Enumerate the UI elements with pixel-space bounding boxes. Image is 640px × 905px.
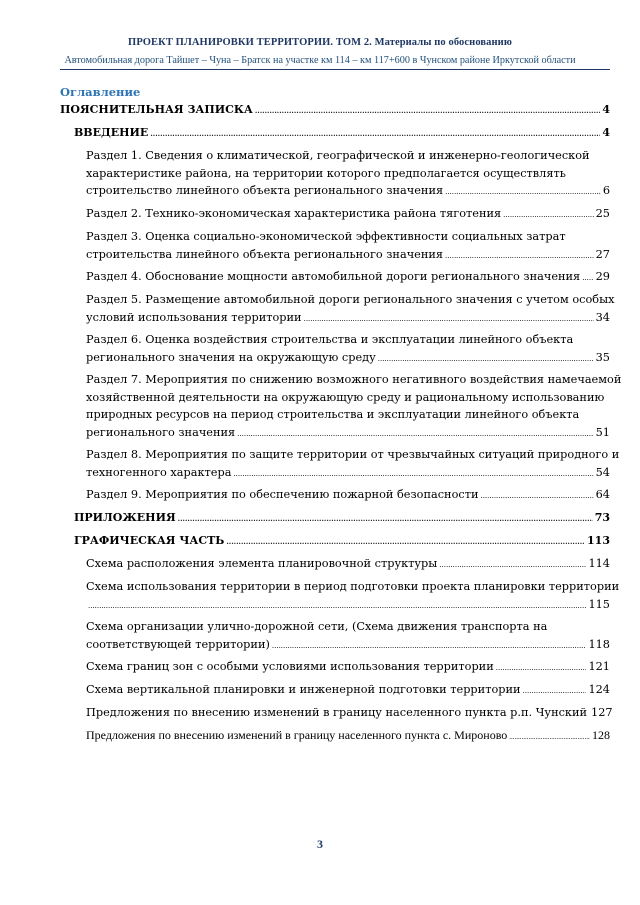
toc-entry-text: ПОЯСНИТЕЛЬНАЯ ЗАПИСКА <box>60 103 253 116</box>
toc-entry-text: хозяйственной деятельности на окружающую среду и рациональному использованию <box>86 390 605 404</box>
toc-leader-dots <box>503 207 593 225</box>
toc-leader-dots <box>445 248 594 266</box>
toc-leader-dots <box>304 311 594 329</box>
toc-page-number: 118 <box>588 637 610 651</box>
toc-entry[interactable] <box>86 704 613 722</box>
toc-leader-dots <box>272 638 587 656</box>
toc-page-number: 113 <box>587 534 610 547</box>
toc-page-number: 114 <box>588 557 610 570</box>
toc-entry[interactable] <box>86 446 620 481</box>
toc-entry[interactable] <box>74 532 610 550</box>
toc-leader-dots <box>255 102 600 120</box>
toc-entry-text: строительства линейного объекта регионального значения <box>86 247 444 261</box>
toc-entry[interactable] <box>60 101 610 119</box>
toc-entry[interactable] <box>86 228 610 263</box>
toc-page-number: 34 <box>595 310 610 324</box>
toc-leader-dots <box>233 466 593 484</box>
toc-entry[interactable] <box>86 555 610 573</box>
toc-entry-text: Схема организации улично-дорожной сети, (Схема движения транспорта на <box>86 620 548 633</box>
toc-leader-dots <box>88 598 586 616</box>
toc-leader-dots <box>378 351 594 369</box>
toc-entry[interactable] <box>86 371 622 441</box>
toc-page-number: 127 <box>591 706 613 719</box>
toc-entry-text: Раздел 7. Мероприятия по снижению возможного негативного воздействия намечаемой <box>86 373 622 386</box>
toc-leader-dots <box>226 533 585 551</box>
toc-page-number: 54 <box>595 465 610 479</box>
toc-entry[interactable] <box>86 578 620 613</box>
toc-entry-text: Раздел 8. Мероприятия по защите территории от чрезвычайных ситуаций природного и <box>86 448 620 461</box>
toc-entry[interactable] <box>86 205 610 223</box>
toc-page-number: 27 <box>595 247 610 261</box>
page-number: 3 <box>317 837 323 851</box>
toc-leader-dots <box>237 426 593 444</box>
toc-entry[interactable] <box>74 124 610 142</box>
toc-entry-text: Раздел 6. Оценка воздействия строительства и эксплуатации линейного объекта <box>86 333 574 346</box>
header-subtitle: Автомобильная дорога Тайшет – Чуна – Братск на участке км 114 – км 117+600 в Чунском районе Иркутской области <box>64 55 576 66</box>
toc-leader-dots <box>509 729 590 747</box>
toc-entry-text: ПРИЛОЖЕНИЯ <box>74 511 176 524</box>
toc-entry[interactable] <box>86 291 615 326</box>
toc-entry-text: Раздел 5. Размещение автомобильной дороги регионального значения с учетом особых <box>86 293 615 306</box>
toc-page-number: 124 <box>588 683 610 696</box>
toc-page-number: 115 <box>588 597 610 611</box>
toc-entry-text: Схема расположения элемента планировочной структуры <box>86 557 438 570</box>
toc-entry-text: характеристике района, на территории которого предполагается осуществлять <box>86 166 566 180</box>
toc-page-number: 64 <box>595 488 610 501</box>
toc-page-number: 73 <box>594 511 610 524</box>
toc-entry[interactable] <box>86 727 610 745</box>
toc-leader-dots <box>178 510 593 528</box>
toc-page-number: 25 <box>595 207 610 220</box>
toc-entry-text: соответствующей территории) <box>86 637 270 651</box>
toc-page-number: 35 <box>595 350 610 364</box>
toc-entry-text: ВВЕДЕНИЕ <box>74 126 149 139</box>
toc-entry-text: Схема границ зон с особыми условиями использования территории <box>86 660 494 673</box>
toc-entry-text: Схема вертикальной планировки и инженерной подготовки территории <box>86 683 521 696</box>
toc-entry-text: Раздел 4. Обоснование мощности автомобильной дороги регионального значения <box>86 270 581 283</box>
toc-page-number: 4 <box>602 103 610 116</box>
toc-entry-text: регионального значения на окружающую среду <box>86 350 376 364</box>
toc-entry[interactable] <box>86 658 610 676</box>
toc-entry[interactable] <box>86 681 610 699</box>
toc-entry-text: Раздел 1. Сведения о климатической, географической и инженерно-геологической <box>86 149 590 162</box>
toc-entry[interactable] <box>86 331 610 366</box>
toc-entry-text: Раздел 3. Оценка социально-экономической эффективности социальных затрат <box>86 230 566 243</box>
toc-entry-text: условий использования территории <box>86 310 302 324</box>
toc-entry-text: Предложения по внесению изменений в границу населенного пункта р.п. Чунский <box>86 706 588 719</box>
toc-entry-text: Раздел 9. Мероприятия по обеспечению пожарной безопасности <box>86 488 479 501</box>
toc-entry[interactable] <box>86 486 610 504</box>
toc-entry-text: ГРАФИЧЕСКАЯ ЧАСТЬ <box>74 534 225 547</box>
toc-leader-dots <box>582 270 593 288</box>
toc-page-number: 6 <box>602 184 610 197</box>
toc-page-number: 4 <box>602 126 610 139</box>
toc-entry[interactable] <box>74 509 610 527</box>
toc-leader-dots <box>445 184 601 202</box>
toc-leader-dots <box>150 125 600 143</box>
header-title: ПРОЕКТ ПЛАНИРОВКИ ТЕРРИТОРИИ. ТОМ 2. Материалы по обоснованию <box>128 37 512 48</box>
toc-entry-text: Раздел 2. Технико-экономическая характеристика района тяготения <box>86 207 502 220</box>
toc-leader-dots <box>480 488 593 506</box>
toc-entry-text: регионального значения <box>86 425 236 439</box>
toc-entry-text: Предложения по внесению изменений в границу населенного пункта с. Мироново <box>86 728 508 742</box>
toc-entry-text: природных ресурсов на период строительства и эксплуатации линейного объекта <box>86 408 580 421</box>
toc-entry[interactable] <box>86 147 610 200</box>
toc-heading: Оглавление <box>60 85 141 99</box>
toc-entry[interactable] <box>86 618 610 653</box>
toc-entry-text: строительство линейного объекта регионального значения <box>86 184 444 197</box>
toc-entry-text: техногенного характера <box>86 465 232 479</box>
toc-leader-dots <box>523 683 587 701</box>
toc-leader-dots <box>439 557 586 575</box>
toc-page-number: 121 <box>588 660 610 673</box>
toc-entry-text: Схема использования территории в период подготовки проекта планировки территории <box>86 580 620 593</box>
toc-leader-dots <box>496 660 587 678</box>
toc-page-number: 128 <box>592 728 610 742</box>
toc-page-number: 51 <box>595 425 610 439</box>
toc-entry[interactable] <box>86 268 610 286</box>
toc-page-number: 29 <box>595 270 610 283</box>
